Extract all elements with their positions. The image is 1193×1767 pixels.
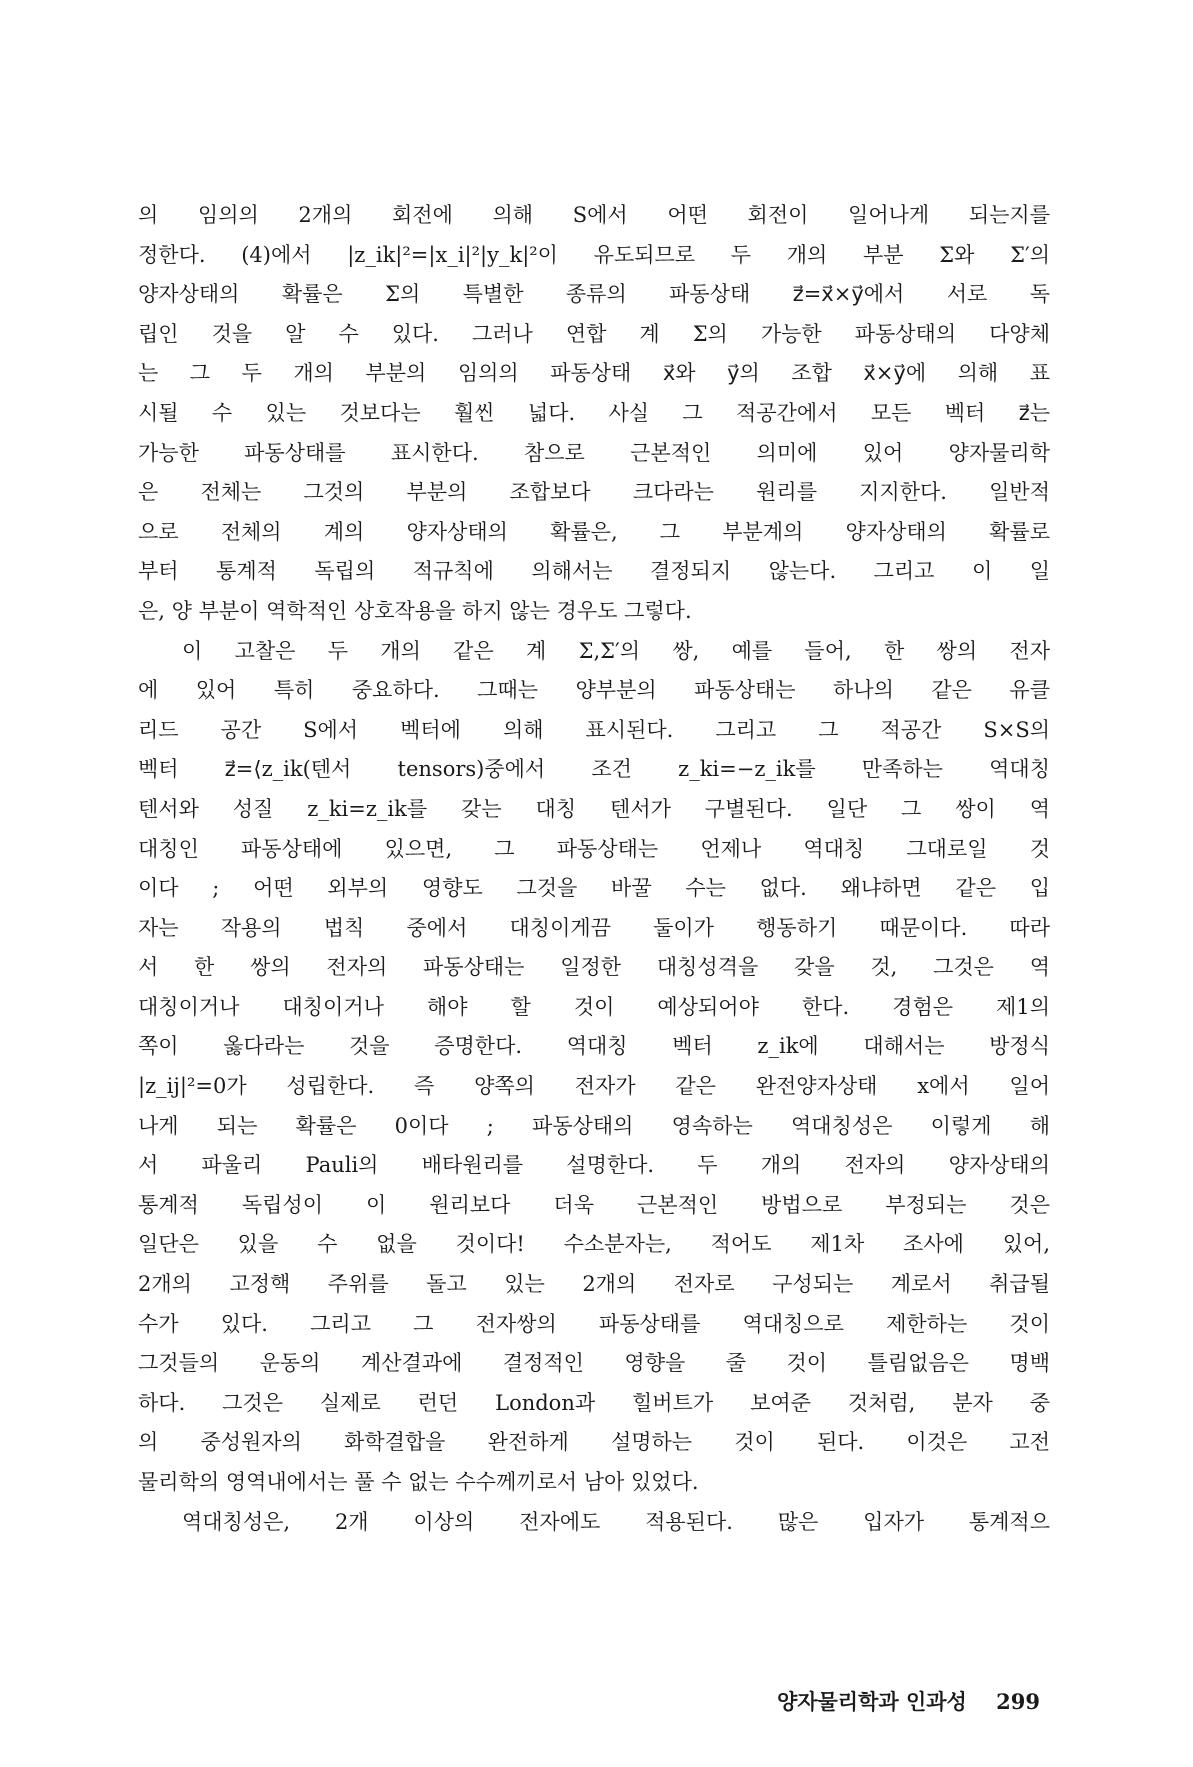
text-line: 2개의 고정핵 주위를 돌고 있는 2개의 전자로 구성되는 계로서 취급될 [138, 1272, 1050, 1297]
text-line: 립인 것을 알 수 있다. 그러나 연합 계 Σ의 가능한 파동상태의 다양체 [138, 321, 1050, 346]
text-line: 이 고찰은 두 개의 같은 계 Σ,Σ′의 쌍, 예를 들어, 한 쌍의 전자 [182, 638, 1050, 663]
running-title: 양자물리학과 인과성 [776, 1689, 967, 1714]
text-line: 일단은 있을 수 없을 것이다! 수소분자는, 적어도 제1차 조사에 있어, [138, 1232, 1050, 1257]
text-line: 시될 수 있는 것보다는 훨씬 넓다. 사실 그 적공간에서 모든 벡터 z⃗는 [138, 400, 1050, 425]
text-line: 은, 양 부분이 역학적인 상호작용을 하지 않는 경우도 그렇다. [138, 598, 692, 623]
text-line: 쪽이 옳다라는 것을 증명한다. 역대칭 벡터 z_ik에 대해서는 방정식 [138, 1034, 1050, 1059]
text-line: 정한다. (4)에서 |z_ik|²=|x_i|²|y_k|²이 유도되므로 두 개의 부분 Σ와 Σ′의 [138, 242, 1050, 267]
text-line: 역대칭성은, 2개 이상의 전자에도 적용된다. 많은 입자가 통계적으 [182, 1509, 1050, 1534]
text-line: 양자상태의 확률은 Σ의 특별한 종류의 파동상태 z⃗=x⃗×y⃗에서 서로 독 [138, 282, 1050, 307]
text-line: 에 있어 특히 중요하다. 그때는 양부분의 파동상태는 하나의 같은 유클 [138, 678, 1050, 703]
text-line: 으로 전체의 계의 양자상태의 확률은, 그 부분계의 양자상태의 확률로 [138, 519, 1050, 544]
text-line: 통계적 독립성이 이 원리보다 더욱 근본적인 방법으로 부정되는 것은 [138, 1192, 1050, 1217]
text-line: 리드 공간 S에서 벡터에 의해 표시된다. 그리고 그 적공간 S×S의 [138, 717, 1050, 742]
text-line: 이다 ; 어떤 외부의 영향도 그것을 바꿀 수는 없다. 왜냐하면 같은 입 [138, 876, 1050, 901]
text-line: 하다. 그것은 실제로 런던 London과 힐버트가 보여준 것처럼, 분자 중 [138, 1390, 1050, 1415]
page-number: 299 [996, 1689, 1040, 1714]
text-line: 자는 작용의 법칙 중에서 대칭이게끔 둘이가 행동하기 때문이다. 따라 [138, 915, 1050, 940]
text-line: 의 임의의 2개의 회전에 의해 S에서 어떤 회전이 일어나게 되는지를 [138, 203, 1050, 227]
text-line: 대칭이거나 대칭이거나 해야 할 것이 예상되어야 한다. 경험은 제1의 [138, 994, 1050, 1019]
text-line: |z_ij|²=0가 성립한다. 즉 양쪽의 전자가 같은 완전양자상태 x에서 일어 [138, 1074, 1050, 1099]
body-text [138, 196, 1050, 1542]
text-line: 는 그 두 개의 부분의 임의의 파동상태 x⃗와 y⃗의 조합 x⃗×y⃗에 의해 표 [138, 361, 1050, 386]
page-footer [0, 1686, 1040, 1716]
text-line: 나게 되는 확률은 0이다 ; 파동상태의 영속하는 역대칭성은 이렇게 해 [138, 1113, 1050, 1138]
text-line: 그것들의 운동의 계산결과에 결정적인 영향을 줄 것이 틀림없음은 명백 [138, 1351, 1050, 1376]
text-line: 부터 통계적 독립의 적규칙에 의해서는 결정되지 않는다. 그리고 이 일 [138, 559, 1050, 584]
text-line: 수가 있다. 그리고 그 전자쌍의 파동상태를 역대칭으로 제한하는 것이 [138, 1311, 1050, 1336]
text-line: 벡터 z⃗=⟨z_ik(텐서 tensors)중에서 조건 z_ki=−z_ik를 만족하는 역대칭 [138, 757, 1050, 782]
text-line: 텐서와 성질 z_ki=z_ik를 갖는 대칭 텐서가 구별된다. 일단 그 쌍이 역 [138, 796, 1050, 821]
text-line: 물리학의 영역내에서는 풀 수 없는 수수께끼로서 남아 있었다. [138, 1470, 699, 1494]
text-line: 서 한 쌍의 전자의 파동상태는 일정한 대칭성격을 갖을 것, 그것은 역 [138, 955, 1050, 980]
text-line: 서 파울리 Pauli의 배타원리를 설명한다. 두 개의 전자의 양자상태의 [138, 1153, 1050, 1178]
text-line: 대칭인 파동상태에 있으면, 그 파동상태는 언제나 역대칭 그대로일 것 [138, 836, 1050, 861]
text-line: 가능한 파동상태를 표시한다. 참으로 근본적인 의미에 있어 양자물리학 [138, 440, 1050, 465]
text-line: 은 전체는 그것의 부분의 조합보다 크다라는 원리를 지지한다. 일반적 [138, 480, 1050, 505]
text-line: 의 중성원자의 화학결합을 완전하게 설명하는 것이 된다. 이것은 고전 [138, 1430, 1050, 1455]
